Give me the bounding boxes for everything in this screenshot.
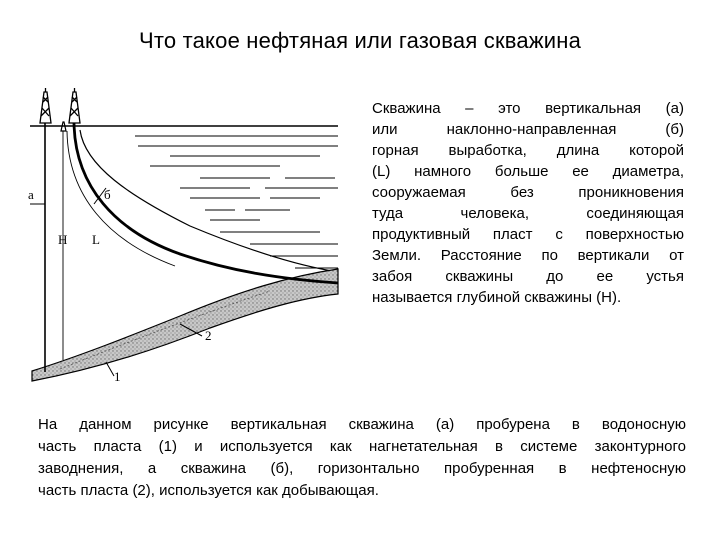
definition-line: или наклонно-направленная (б) bbox=[372, 121, 684, 138]
label-layer-2: 2 bbox=[205, 328, 212, 343]
note-line: часть пласта (1) и используется как нагнетательная в системе законтурного bbox=[38, 438, 686, 455]
derrick-a-icon bbox=[40, 88, 51, 123]
note-line: На данном рисунке вертикальная скважина (а) пробурена в водоносную bbox=[38, 416, 686, 433]
definition-line: забоя скважины до ее устья bbox=[372, 268, 684, 285]
diagram-explanation bbox=[38, 414, 686, 502]
definition-line: Скважина – это вертикальная (а) bbox=[372, 100, 684, 117]
definition-line: Земли. Расстояние по вертикали от bbox=[372, 247, 684, 264]
label-well-a: а bbox=[28, 187, 34, 202]
page-title: Что такое нефтяная или газовая скважина bbox=[138, 28, 582, 53]
well-definition bbox=[372, 98, 684, 308]
cap-boundary bbox=[80, 130, 338, 272]
note-line: заводнения, а скважина (б), горизонтально пробуренная в нефтеносную bbox=[38, 460, 686, 477]
definition-line: называется глубиной скважины (H). bbox=[372, 289, 622, 306]
label-well-b: б bbox=[104, 187, 111, 202]
label-depth-h: H bbox=[58, 232, 68, 247]
definition-line: сооружаемая без проникновения bbox=[372, 184, 684, 201]
definition-line: продуктивный пласт с поверхностью bbox=[372, 226, 684, 243]
derrick-b-icon bbox=[69, 88, 80, 123]
well-b-shaft bbox=[74, 123, 338, 283]
note-line: часть пласта (2), используется как добывающая. bbox=[38, 482, 379, 499]
definition-line: (L) намного больше ее диаметра, bbox=[372, 163, 684, 180]
leader-1 bbox=[106, 362, 114, 376]
definition-line: туда человека, соединяющая bbox=[372, 205, 684, 222]
reservoir-layer bbox=[32, 269, 338, 381]
well-diagram bbox=[20, 86, 340, 386]
definition-line: горная выработка, длина которой bbox=[372, 142, 684, 159]
label-layer-1: 1 bbox=[114, 369, 121, 384]
label-length-l: L bbox=[92, 232, 100, 247]
